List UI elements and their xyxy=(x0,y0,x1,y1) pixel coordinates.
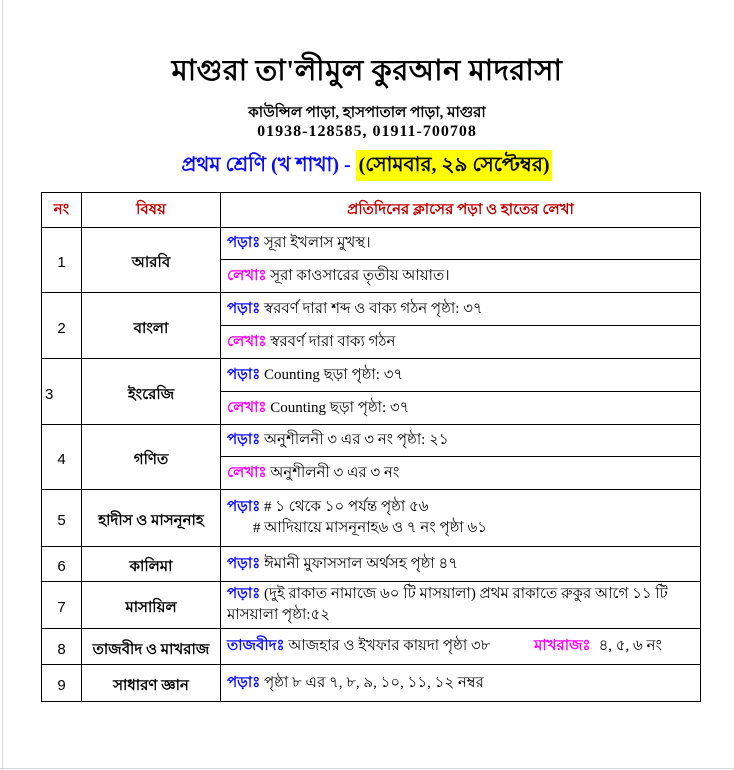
para-label: পড়াঃ xyxy=(227,674,261,691)
subject-name: কালিমা xyxy=(82,547,221,582)
subject-name: তাজবীদ ও মাখরাজ xyxy=(82,629,221,665)
lekha-label: লেখাঃ xyxy=(227,464,267,481)
page-edge-bottom xyxy=(0,768,734,769)
table-header-row xyxy=(42,193,701,228)
class-line xyxy=(0,150,734,183)
col-header-subject: বিষয় xyxy=(82,193,221,228)
para-cell xyxy=(221,547,701,582)
makhraj-text: ৪, ৫, ৬ নং xyxy=(598,638,662,654)
tajweed-cell xyxy=(221,629,701,665)
date-highlight: (সোমবার, ২৯ সেপ্টেম্বর) xyxy=(356,150,553,181)
row-no: 2 xyxy=(42,293,82,359)
para-text: সূরা ইখলাস মুখস্থ। xyxy=(264,235,371,251)
school-address: কাউন্সিল পাড়া, হাসপাতাল পাড়া, মাগুরা xyxy=(248,105,486,121)
para-label: পড়াঃ xyxy=(227,235,261,251)
subject-name: হাদীস ও মাসনূনাহ xyxy=(82,490,221,547)
subject-name: বাংলা xyxy=(82,293,221,359)
table-row xyxy=(42,359,701,392)
subject-name: ইংরেজি xyxy=(82,359,221,425)
lekha-cell xyxy=(221,457,701,490)
table-row xyxy=(42,490,701,547)
subject-name: আরবি xyxy=(82,228,221,293)
para-label: পড়াঃ xyxy=(227,499,261,515)
col-header-no: নং xyxy=(42,193,82,228)
row-no: 5 xyxy=(42,490,82,547)
makhraj-group xyxy=(534,629,662,664)
lekha-label: লেখাঃ xyxy=(227,333,267,350)
para-text: স্বরবর্ণ দারা শব্দ ও বাক্য গঠন পৃষ্ঠা: ৩৭ xyxy=(264,300,483,317)
para-text: ঈমানী মুফাসসাল অর্থসহ পৃষ্ঠা ৪৭ xyxy=(264,555,458,572)
para-cell xyxy=(221,490,701,547)
homework-table xyxy=(41,192,701,702)
para-text: অনুশীলনী ৩ এর ৩ নং পৃষ্ঠা: ২১ xyxy=(264,432,449,448)
page-title: মাগুরা তা'লীমুল কুরআন মাদরাসা xyxy=(171,55,563,87)
para-cell xyxy=(221,228,701,260)
para-cell xyxy=(221,665,701,702)
lekha-text: Counting ছড়া পৃষ্ঠা: ৩৭ xyxy=(270,399,410,416)
table-row xyxy=(42,582,701,629)
lekha-cell xyxy=(221,326,701,359)
lekha-label: লেখাঃ xyxy=(227,267,267,284)
lekha-label: লেখাঃ xyxy=(227,399,267,416)
row-no: 1 xyxy=(42,228,82,293)
lekha-cell xyxy=(221,392,701,425)
para-text: Counting ছড়া পৃষ্ঠা: ৩৭ xyxy=(264,366,404,383)
row-no: 4 xyxy=(42,425,82,490)
para-text: (দুই রাকাত নামাজে ৬০ টি মাসয়ালা) প্রথম রাকাতে রুকুর আগে ১১ টি মাসয়ালা পৃষ্ঠা:৫২ xyxy=(227,586,668,623)
para-label: পড়াঃ xyxy=(227,555,261,572)
subject-name: মাসায়িল xyxy=(82,582,221,629)
col-header-work: প্রতিদিনের ক্লাসের পড়া ও হাতের লেখা xyxy=(221,193,701,228)
table-row xyxy=(42,228,701,260)
para-cell xyxy=(221,425,701,457)
para-label: পড়াঃ xyxy=(227,300,261,317)
table-row xyxy=(42,547,701,582)
row-no: 9 xyxy=(42,665,82,702)
row-no: 8 xyxy=(42,629,82,665)
table-row xyxy=(42,425,701,457)
table-row xyxy=(42,665,701,702)
para-cell xyxy=(221,359,701,392)
row-no: 6 xyxy=(42,547,82,582)
lekha-cell xyxy=(221,260,701,293)
para-text-line2: # আদিয়ায়ে মাসনূনাহ৬ ও ৭ নং পৃষ্ঠা ৬১ xyxy=(253,520,487,536)
table-row xyxy=(42,629,701,665)
para-text: পৃষ্ঠা ৮ এর ৭, ৮, ৯, ১০, ১১, ১২ নম্বর xyxy=(264,674,484,691)
lekha-text: অনুশীলনী ৩ এর ৩ নং xyxy=(270,464,400,481)
class-name: প্রথম শ্রেণি (খ শাখা) - xyxy=(181,154,356,176)
school-phones: 01938-128585, 01911-700708 xyxy=(257,123,477,140)
lekha-text: সূরা কাওসারের তৃতীয় আয়াত। xyxy=(270,267,450,284)
para-label: পড়াঃ xyxy=(227,586,261,602)
subject-name: গণিত xyxy=(82,425,221,490)
tajweed-label: তাজবীদঃ xyxy=(227,638,285,654)
row-no: 7 xyxy=(42,582,82,629)
para-text-line1: # ১ থেকে ১০ পর্যন্ত পৃষ্ঠা ৫৬ xyxy=(264,499,429,515)
subject-name: সাধারণ জ্ঞান xyxy=(82,665,221,702)
makhraj-label: মাখরাজঃ xyxy=(534,638,591,654)
row-no: 3 xyxy=(42,359,82,425)
para-label: পড়াঃ xyxy=(227,366,261,383)
tajweed-text: আজহার ও ইখফার কায়দা পৃষ্ঠা ৩৮ xyxy=(288,638,491,654)
lekha-text: স্বরবর্ণ দারা বাক্য গঠন xyxy=(270,333,396,350)
table-row xyxy=(42,293,701,326)
para-cell xyxy=(221,582,701,629)
para-label: পড়াঃ xyxy=(227,432,261,448)
para-cell xyxy=(221,293,701,326)
